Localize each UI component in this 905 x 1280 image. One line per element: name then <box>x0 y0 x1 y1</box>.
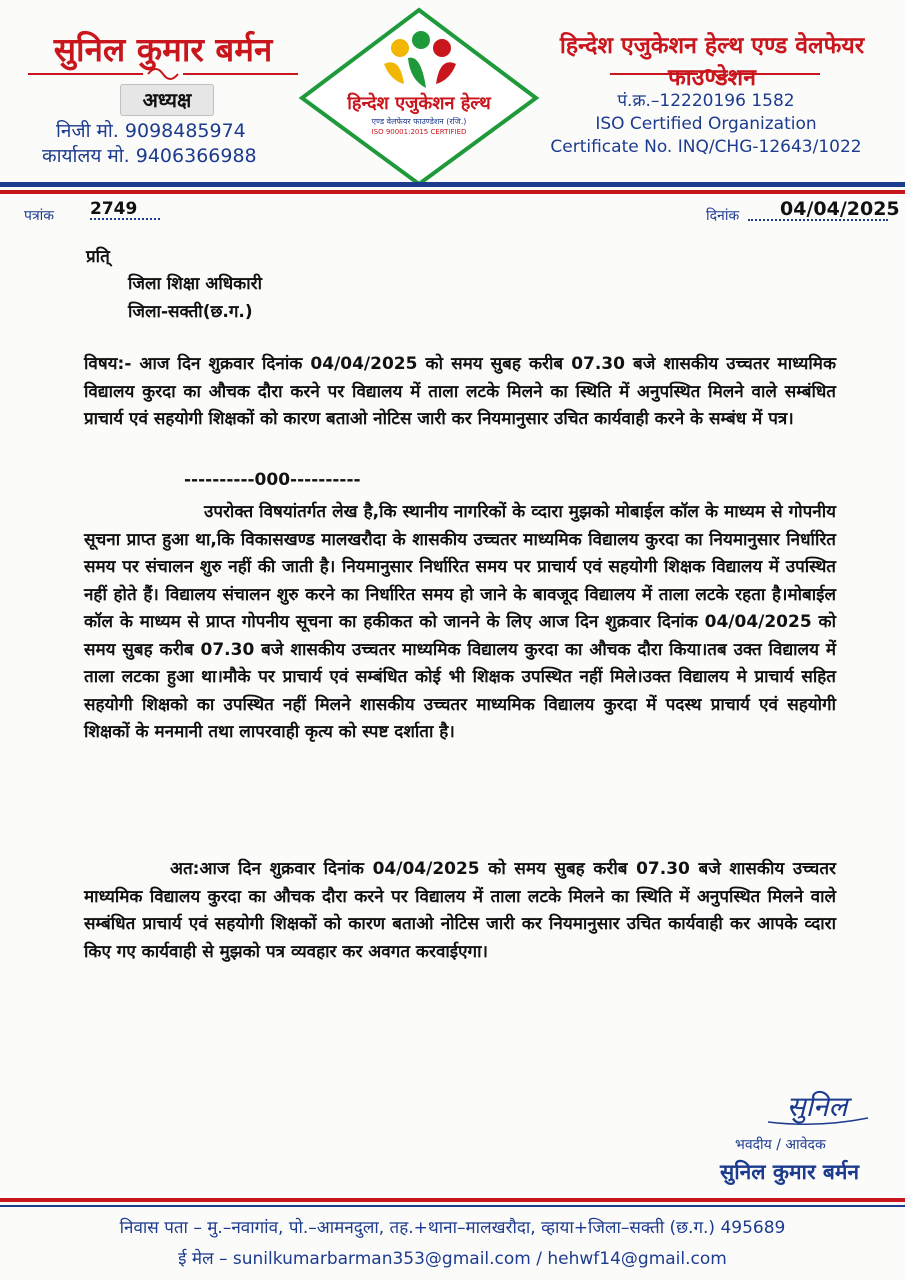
registration-block <box>546 90 866 159</box>
footer-rule-red <box>0 1198 905 1202</box>
residential-address: निवास पता – मु.–नवागांव, पो.–आमनदुला, तह.+थाना–मालखरौदा, व्हाया+जिला–सक्ती (छ.ग.) 495689 <box>119 1218 786 1238</box>
ornament-divider-left <box>28 66 298 80</box>
certificate-number: Certificate No. INQ/CHG-12643/1022 <box>550 137 862 157</box>
ornament-divider-right <box>610 68 820 80</box>
signature-text: सुनिल <box>786 1090 848 1123</box>
registration-number: पं.क्र.–12220196 1582 <box>617 91 795 111</box>
email-addresses: ई मेल – sunilkumarbarman353@gmail.com / hehwf14@gmail.com <box>178 1249 727 1269</box>
logo-subtitle: एण्ड वेलफेयर फाउण्डेशन (रजि.) <box>371 117 467 126</box>
footer-rule-blue <box>0 1205 905 1207</box>
recipient-location: जिला-सक्ती(छ.ग.) <box>128 302 253 322</box>
body-paragraph-2: अत:आज दिन शुक्रवार दिनांक 04/04/2025 को समय सुबह करीब 07.30 बजे शासकीय उच्चतर माध्यमिक विद्यालय कुरदा का औचक दौरा करने पर विद्यालय में ताला लटके मिलने का स्थिति में अनुपस्थित मिलने वाले सम्बंधित प्राचार्य एवं सहयोगी शिक्षकों को कारण बताओ नोटिस जारी कर नियमानुसार उचित कार्यवाही कर आपके व्दारा किए गए कार्यवाही से मुझको पत्र व्यवहार कर अवगत करवाईएगा। <box>84 859 836 962</box>
personal-phone: निजी मो. 9098485974 <box>56 120 246 142</box>
office-phone: कार्यालय मो. 9406366988 <box>42 145 257 167</box>
signer-name: सुनिल कुमार बर्मन <box>720 1160 860 1184</box>
header-rule-blue <box>0 182 905 187</box>
logo-title: हिन्देश एजुकेशन हेल्थ <box>347 93 491 114</box>
header-rule-red <box>0 190 905 194</box>
section-separator: ----------000---------- <box>184 470 361 490</box>
letter-date: 04/04/2025 <box>780 198 900 220</box>
ref-number: 2749 <box>90 199 138 219</box>
organization-name: हिन्देश एजुकेशन हेल्थ एण्ड वेलफेयर फाउण्डेशन <box>559 33 865 91</box>
handwritten-signature <box>762 1082 872 1130</box>
letter-subject: विषय:- आज दिन शुक्रवार दिनांक 04/04/2025 को समय सुबह करीब 07.30 बजे शासकीय उच्चतर माध्यमिक विद्यालय कुरदा का औचक दौरा करने पर विद्यालय में ताला लटके मिलने का स्थिति में अनुपस्थित मिलने वाले सम्बंधित प्राचार्य एवं सहयोगी शिक्षकों को कारण बताओ नोटिस जारी कर नियमानुसार उचित कार्यवाही करने के सम्बंध में पत्र। <box>84 354 836 429</box>
valediction: भवदीय / आवेदक <box>735 1137 826 1153</box>
recipient-title: जिला शिक्षा अधिकारी <box>128 274 262 294</box>
body-paragraph-1: उपरोक्त विषयांतर्गत लेख है,कि स्थानीय नागरिकों के व्दारा मुझको मोबाईल कॉल के माध्यम से गोपनीय सूचना प्राप्त हुआ था,कि विकासखण्ड मालखरौदा के शासकीय उच्चतर माध्यमिक विद्यालय कुरदा का नियमानुसार निर्धारित समय पर संचालन शुरु नहीं की जाती है। नियमानुसार निर्धारित समय पर प्राचार्य एवं सहयोगी शिक्षक विद्यालय में उपस्थित नहीं होते हैं। विद्यालय संचालन शुरु करने का निर्धारित समय हो जाने के बावजूद विद्यालय में ताला लटके रहता है।मोबाईल कॉल के माध्यम से प्राप्त गोपनीय सूचना का हकीकत को जानने के लिए आज दिन शुक्रवार दिनांक 04/04/2025 को समय सुबह करीब 07.30 बजे शासकीय उच्चतर माध्यमिक विद्यालय कुरदा का औचक दौरा किया।तब उक्त विद्यालय में ताला लटका हुआ था।मौके पर प्राचार्य एवं सम्बंधित कोई भी शिक्षक उपस्थित नहीं मिले।उक्त विद्यालय मे प्राचार्य सहित सहयोगी शिक्षको का उपस्थित नहीं मिलने शासकीय उच्चतर माध्यमिक विद्यालय कुरदा में पदस्थ प्राचार्य एवं सहयोगी शिक्षकों के मनमानी तथा लापरवाही कृत्य को स्पष्ट दर्शाता है। <box>84 502 836 742</box>
role-badge: अध्यक्ष <box>120 84 214 116</box>
logo-iso: ISO 90001:2015 CERTIFIED <box>371 128 467 136</box>
date-label: दिनांक <box>706 208 740 224</box>
recipient-to: प्रति् <box>86 247 110 267</box>
sender-name: सुनिल कुमार बर्मन <box>53 30 273 69</box>
ref-label: पत्रांक <box>24 208 55 224</box>
organization-logo <box>296 6 542 186</box>
iso-label: ISO Certified Organization <box>595 114 817 134</box>
